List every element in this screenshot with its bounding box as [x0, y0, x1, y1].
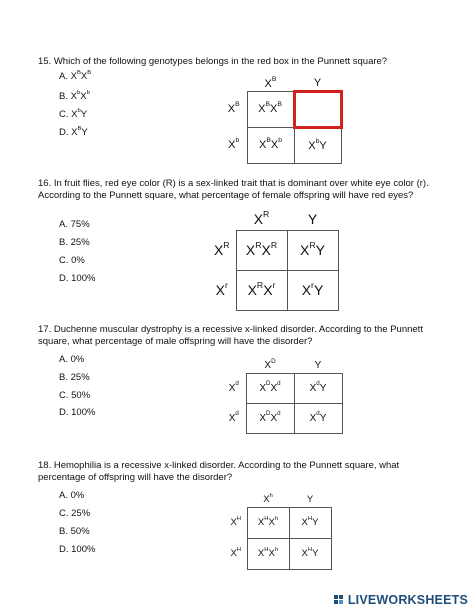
q17-option-b[interactable]: B. 25%	[59, 372, 90, 383]
q17-option-c[interactable]: C. 50%	[59, 390, 91, 401]
q15-cell-2-1: $X^BX^b$	[247, 127, 294, 163]
q15-col-header-2: Y	[313, 77, 322, 90]
q18-cell-2-1: $X^HX^h$	[247, 538, 289, 569]
q16-row-header-1: $X^R$	[213, 240, 230, 258]
q16-punnett-square	[208, 209, 339, 311]
q15-option-b[interactable]: B. $X^bX^b$	[59, 89, 90, 102]
q16-col-header-1: $X^R$	[253, 209, 270, 228]
q17-punnett-square	[222, 358, 343, 434]
q15-option-a[interactable]: A. $X^BX^B$	[59, 69, 92, 82]
q16-cell-1-2: $X^RY$	[287, 230, 338, 270]
q16-option-c[interactable]: C. 0%	[59, 255, 85, 266]
q15-row-header-2: $X^b$	[228, 137, 240, 151]
q18-option-d[interactable]: D. 100%	[59, 544, 96, 555]
q17-cell-1-1: $X^DX^d$	[246, 373, 294, 403]
q16-option-b[interactable]: B. 25%	[59, 237, 90, 248]
q16-cell-2-2: $X^rY$	[287, 270, 338, 310]
q16-cell-1-1: $X^RX^R$	[236, 230, 287, 270]
q18-option-a[interactable]: A. 0%	[59, 490, 85, 501]
q18-option-c[interactable]: C. 25%	[59, 508, 91, 519]
q17-option-d[interactable]: D. 100%	[59, 407, 96, 418]
question-15-text: 15. Which of the following genotypes belongs in the red box in the Punnett square?	[38, 56, 388, 67]
q17-col-header-1: $X^D$	[264, 357, 276, 371]
q16-option-a[interactable]: A. 75%	[59, 219, 90, 230]
q18-col-header-1: $X^h$	[263, 493, 273, 506]
q16-col-header-2: Y	[307, 211, 318, 228]
q17-row-header-2: $X^d$	[228, 410, 239, 424]
question-18-text: 18. Hemophilia is a recessive x-linked disorder. According to the Punnett square, what percentage of offspring will have the disorder?	[38, 460, 400, 483]
q17-option-a[interactable]: A. 0%	[59, 354, 85, 365]
liveworksheets-logo	[334, 593, 468, 607]
q17-row-header-1: $X^d$	[228, 380, 239, 394]
q15-option-c[interactable]: C. $X^bY$	[59, 107, 88, 120]
q18-cell-1-2: $X^HY$	[289, 507, 331, 538]
q18-cell-2-2: $X^HY$	[289, 538, 331, 569]
question-17-text: 17. Duchenne muscular dystrophy is a recessive x-linked disorder. According to the Punnett square, what percentage of male offspring will have the disorder?	[38, 324, 423, 347]
q18-row-header-1: $X^H$	[230, 515, 242, 528]
liveworksheets-logo-icon	[334, 595, 345, 606]
q17-cell-2-2: $X^dY$	[294, 403, 342, 433]
q15-cell-2-2: $X^bY$	[294, 127, 341, 163]
liveworksheets-brand-text: LIVEWORKSHEETS	[347, 593, 468, 607]
question-16-text: 16. In fruit flies, red eye color (R) is a sex-linked trait that is dominant over white eye color (r). According to the Punnett square, what percentage of female offspring will have red eyes?	[38, 178, 429, 201]
q17-col-header-2: Y	[314, 359, 322, 371]
q18-option-b[interactable]: B. 50%	[59, 526, 90, 537]
q15-red-answer-box[interactable]	[294, 91, 341, 127]
q18-cell-1-1: $X^HX^h$	[247, 507, 289, 538]
q17-cell-2-1: $X^DX^d$	[246, 403, 294, 433]
q17-cell-1-2: $X^dY$	[294, 373, 342, 403]
q15-col-header-1: $X^B$	[264, 76, 277, 90]
q18-row-header-2: $X^H$	[230, 546, 242, 559]
q18-col-header-2: Y	[306, 494, 314, 506]
q16-option-d[interactable]: D. 100%	[59, 273, 96, 284]
q16-row-header-2: $X^r$	[215, 280, 228, 298]
q16-cell-2-1: $X^RX^r$	[236, 270, 287, 310]
q15-punnett-square	[221, 77, 343, 164]
q15-cell-1-1: $X^BX^B$	[247, 91, 294, 127]
q15-row-header-1: $X^B$	[227, 101, 240, 115]
q15-option-d[interactable]: D. $X^BY$	[59, 125, 88, 138]
q18-punnett-square	[225, 493, 332, 570]
